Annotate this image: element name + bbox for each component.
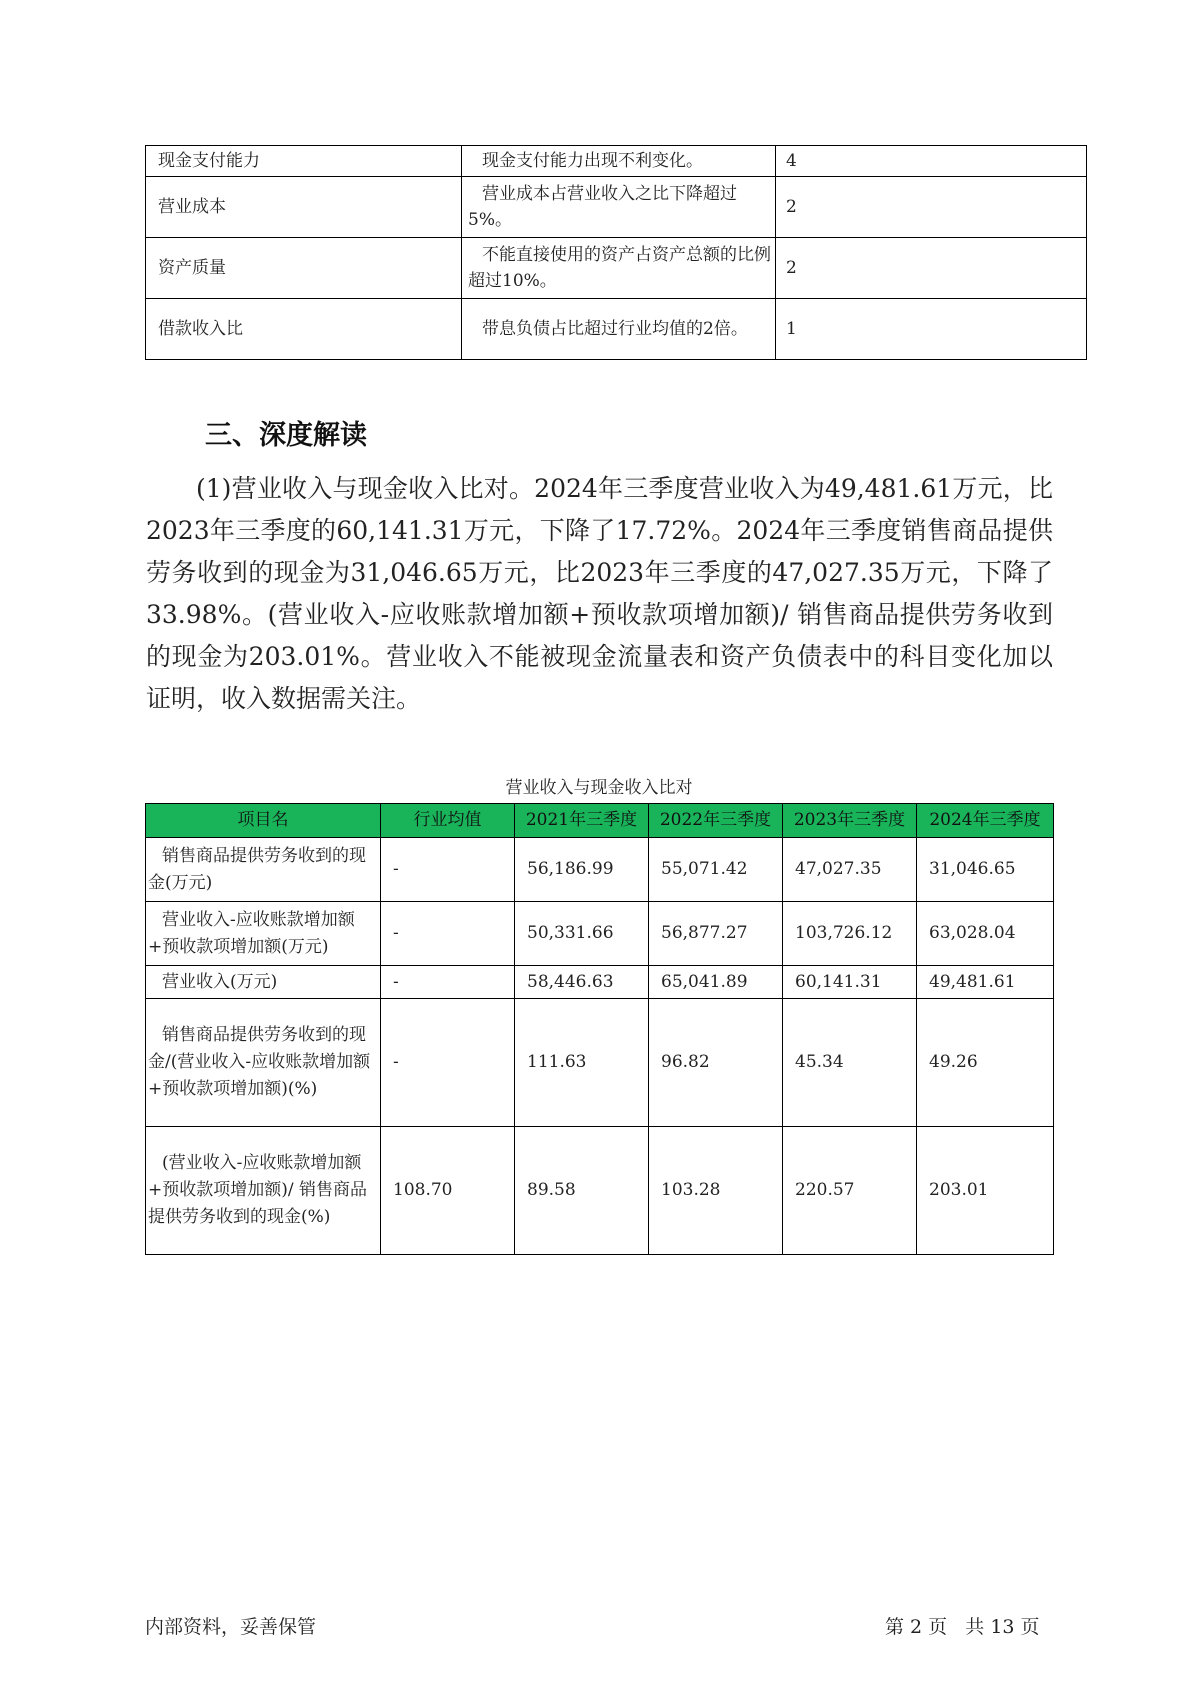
row-label	[146, 1127, 381, 1255]
table-row	[146, 966, 1054, 999]
risk-name: 借款收入比	[146, 299, 462, 360]
table-cell: 111.63	[515, 999, 649, 1127]
risk-score: 2	[776, 238, 1087, 299]
revenue-cash-comparison-table	[145, 803, 1054, 1255]
analysis-paragraph: (1)营业收入与现金收入比对。2024年三季度营业收入为49,481.61万元，比2023年三季度的60,141.31万元，下降了17.72%。2024年三季度销售商品提供劳务收到的现金为31,046.65万元，比2023年三季度的47,027.35万元，下降了33.98%。(营业收入-应收账款增加额+预收款项增加额)/ 销售商品提供劳务收到的现金为203.01%。营业收入不能被现金流量表和资产负债表中的科目变化加以证明，收入数据需关注。	[146, 474, 1053, 713]
risk-desc-text: 营业成本占营业收入之比下降超过5%。	[468, 184, 737, 230]
table-cell: 45.34	[783, 999, 917, 1127]
section-title: 三、深度解读	[205, 420, 367, 451]
table-caption: 营业收入与现金收入比对	[505, 778, 693, 798]
row-label	[146, 838, 381, 902]
table-cell: 103,726.12	[783, 902, 917, 966]
risk-desc-text: 不能直接使用的资产占资产总额的比例超过10%。	[468, 245, 771, 291]
risk-row	[146, 299, 1087, 360]
risk-desc-text: 带息负债占比超过行业均值的2倍。	[482, 319, 748, 339]
table-cell: 50,331.66	[515, 902, 649, 966]
table-cell: 31,046.65	[917, 838, 1054, 902]
risk-row	[146, 177, 1087, 238]
table-cell: 89.58	[515, 1127, 649, 1255]
risk-name: 资产质量	[146, 238, 462, 299]
table-cell: 103.28	[649, 1127, 783, 1255]
footer-page-number: 第 2 页 共 13 页	[885, 1616, 1040, 1638]
table-cell: 58,446.63	[515, 966, 649, 999]
column-header: 行业均值	[381, 804, 515, 838]
table-cell: 49,481.61	[917, 966, 1054, 999]
risk-score: 4	[776, 146, 1087, 177]
column-header: 2024年三季度	[917, 804, 1054, 838]
table-cell: 203.01	[917, 1127, 1054, 1255]
table-cell: -	[381, 966, 515, 999]
risk-desc	[462, 146, 776, 177]
row-label-text: (营业收入-应收账款增加额+预收款项增加额)/ 销售商品提供劳务收到的现金(%)	[148, 1153, 368, 1227]
risk-score: 1	[776, 299, 1087, 360]
table-header-row	[146, 804, 1054, 838]
table-cell: 56,186.99	[515, 838, 649, 902]
table-cell: 56,877.27	[649, 902, 783, 966]
table-cell: -	[381, 902, 515, 966]
row-label-text: 销售商品提供劳务收到的现金/(营业收入-应收账款增加额+预收款项增加额)(%)	[148, 1025, 371, 1099]
row-label-text: 营业收入(万元)	[162, 971, 278, 992]
row-label-text: 销售商品提供劳务收到的现金(万元)	[148, 845, 366, 893]
table-cell: 63,028.04	[917, 902, 1054, 966]
table-cell: 108.70	[381, 1127, 515, 1255]
row-label-text: 营业收入-应收账款增加额+预收款项增加额(万元)	[148, 909, 355, 957]
table-cell: 220.57	[783, 1127, 917, 1255]
footer-confidential-note: 内部资料，妥善保管	[145, 1616, 317, 1638]
row-label	[146, 902, 381, 966]
table-row	[146, 999, 1054, 1127]
column-header: 2023年三季度	[783, 804, 917, 838]
table-row	[146, 838, 1054, 902]
table-cell: 96.82	[649, 999, 783, 1127]
table-cell: 49.26	[917, 999, 1054, 1127]
risk-row	[146, 146, 1087, 177]
table-row	[146, 1127, 1054, 1255]
risk-desc-text: 现金支付能力出现不利变化。	[482, 151, 703, 171]
column-header: 2021年三季度	[515, 804, 649, 838]
risk-indicator-table	[145, 145, 1087, 360]
risk-score: 2	[776, 177, 1087, 238]
table-cell: 55,071.42	[649, 838, 783, 902]
table-cell: 65,041.89	[649, 966, 783, 999]
table-cell: -	[381, 999, 515, 1127]
table-cell: -	[381, 838, 515, 902]
column-header: 项目名	[146, 804, 381, 838]
risk-row	[146, 238, 1087, 299]
risk-name: 现金支付能力	[146, 146, 462, 177]
risk-desc	[462, 238, 776, 299]
table-row	[146, 902, 1054, 966]
risk-desc	[462, 299, 776, 360]
risk-desc	[462, 177, 776, 238]
row-label	[146, 966, 381, 999]
risk-name: 营业成本	[146, 177, 462, 238]
row-label	[146, 999, 381, 1127]
column-header: 2022年三季度	[649, 804, 783, 838]
table-cell: 60,141.31	[783, 966, 917, 999]
table-cell: 47,027.35	[783, 838, 917, 902]
